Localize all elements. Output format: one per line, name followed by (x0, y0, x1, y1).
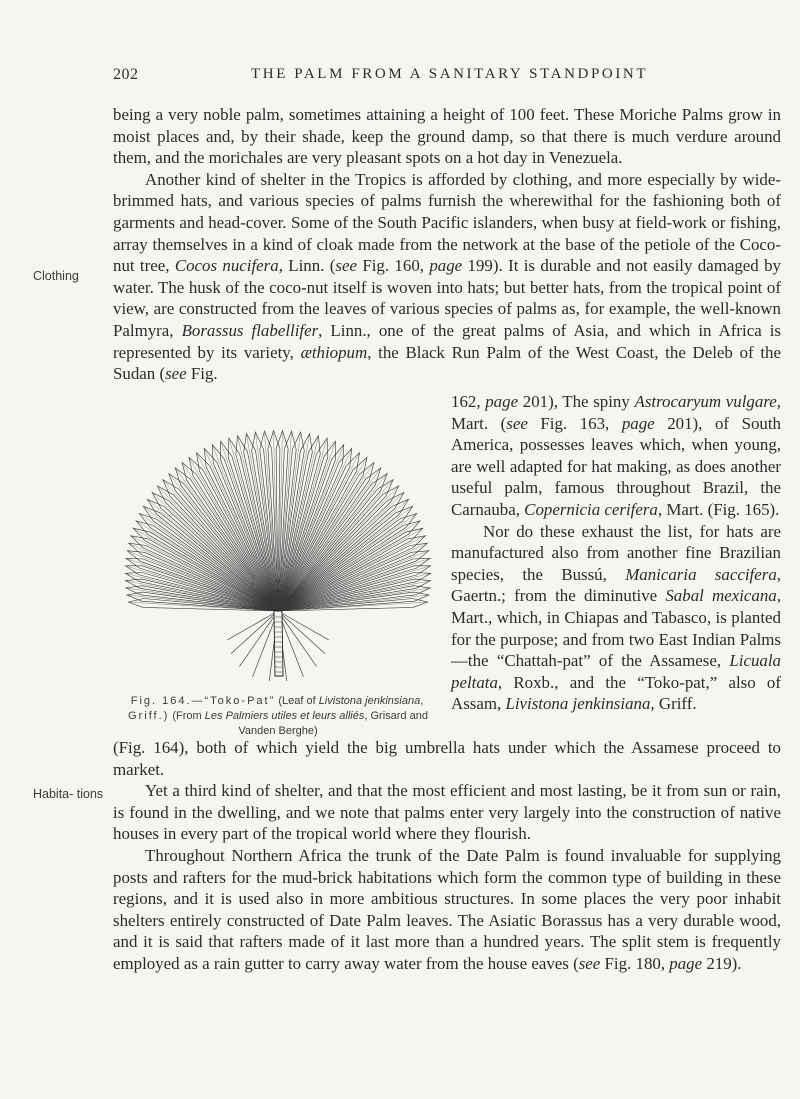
leaf-petiole (274, 611, 283, 676)
page-number: 202 (113, 66, 139, 83)
paragraph-hats-continued: 162, page 201), The spiny Astrocaryum vulgare, Mart. (see Fig. 163, page 201), of South America, possesses leaves which, when young, are well adapted for hat making, as does another useful palm, famous throughout Brazil, the Carnauba, Copernicia cerifera, Mart. (Fig. 165). (451, 392, 782, 519)
palm-leaf-figure (113, 391, 443, 681)
body-text-bottom (113, 737, 781, 975)
palm-leaf-illustration (113, 391, 443, 681)
paragraph-dwelling: Yet a third kind of shelter, and that the most efficient and most lasting, be it from sun or rain, is found in the dwelling, and we note that palms enter very largely into the construction of native houses in every part of the tropical world where they flourish. (113, 781, 781, 844)
figure-caption: Fig. 164.—“Toko-Pat” (Leaf of Livistona jenkinsiana, Griff.) (From Les Palmiers utiles et leurs alliés, Grisard and Vanden Berghe) (128, 695, 428, 737)
margin-note-habitations: Habita- tions (33, 787, 104, 801)
paragraph-date-palm: Throughout Northern Africa the trunk of the Date Palm is found invaluable for supplying posts and rafters for the mud-brick habitations which form the common type of building in these regions, and it is used also in more ambitious structures. In some places the very poor inhabit shelters entirely constructed of Date Palm leaves. The Asiatic Borassus has a very durable wood, and it is said that rafters made of it last more than a hundred years. The split stem is frequently employed as a rain gutter to carry away water from the house eaves (see Fig. 180, page 219). (113, 845, 781, 973)
paragraph-moriche: being a very noble palm, sometimes attaining a height of 100 feet. These Moriche Palms grow in moist places and, by their shade, keep the ground damp, so that there is much verdure around them, and the morichales are very pleasant spots on a hot day in Venezuela. (113, 105, 781, 168)
running-title: THE PALM FROM A SANITARY STANDPOINT (251, 66, 649, 82)
paragraph-umbrella-hats: (Fig. 164), both of which yield the big umbrella hats under which the Assamese proceed to market. (113, 738, 781, 779)
paragraph-clothing: Another kind of shelter in the Tropics is afforded by clothing, and more especially by wide-brimmed hats, and various species of palms furnish the wherewithal for the fashioning both of garments and head-cover. Some of the South Pacific islanders, when busy at field-work or fishing, array themselves in a kind of cloak made from the network at the base of the petiole of the Coco-nut tree, Cocos nucifera, Linn. (see Fig. 160, page 199). It is durable and not easily damaged by water. The husk of the coco-nut itself is woven into hats; but better hats, from the tropical point of view, are constructed from the leaves of various species of palms as, for example, the well-known Palmyra, Borassus flabellifer, Linn., one of the great palms of Asia, and which in Africa is represented by its variety, æthiopum, the Black Run Palm of the West Coast, the Deleb of the Sudan (see Fig. (113, 169, 781, 384)
body-text-top (113, 104, 781, 385)
paragraph-brazilian-hats: Nor do these exhaust the list, for hats are manufactured also from another fine Brazilian species, the Bussú, Manicaria saccifera, Gaertn.; from the diminutive Sabal mexicana, Mart., which, in Chiapas and Tabasco, is planted for the purpose; and from two East Indian Palms—the “Chattah-pat” of the Assamese, Licuala peltata, Roxb., and the “Toko-pat,” also of Assam, Livistona jenkinsiana, Griff. (451, 521, 782, 714)
margin-note-clothing: Clothing (33, 269, 79, 283)
leaf-rib (189, 457, 278, 611)
leaf-lower-segment (231, 611, 278, 654)
leaf-lower-segment (278, 611, 325, 654)
body-text-wrap (451, 391, 781, 715)
leaf-rib (278, 457, 367, 611)
leaf-lower-segment (278, 611, 329, 640)
leaf-lower-segment (227, 611, 278, 640)
